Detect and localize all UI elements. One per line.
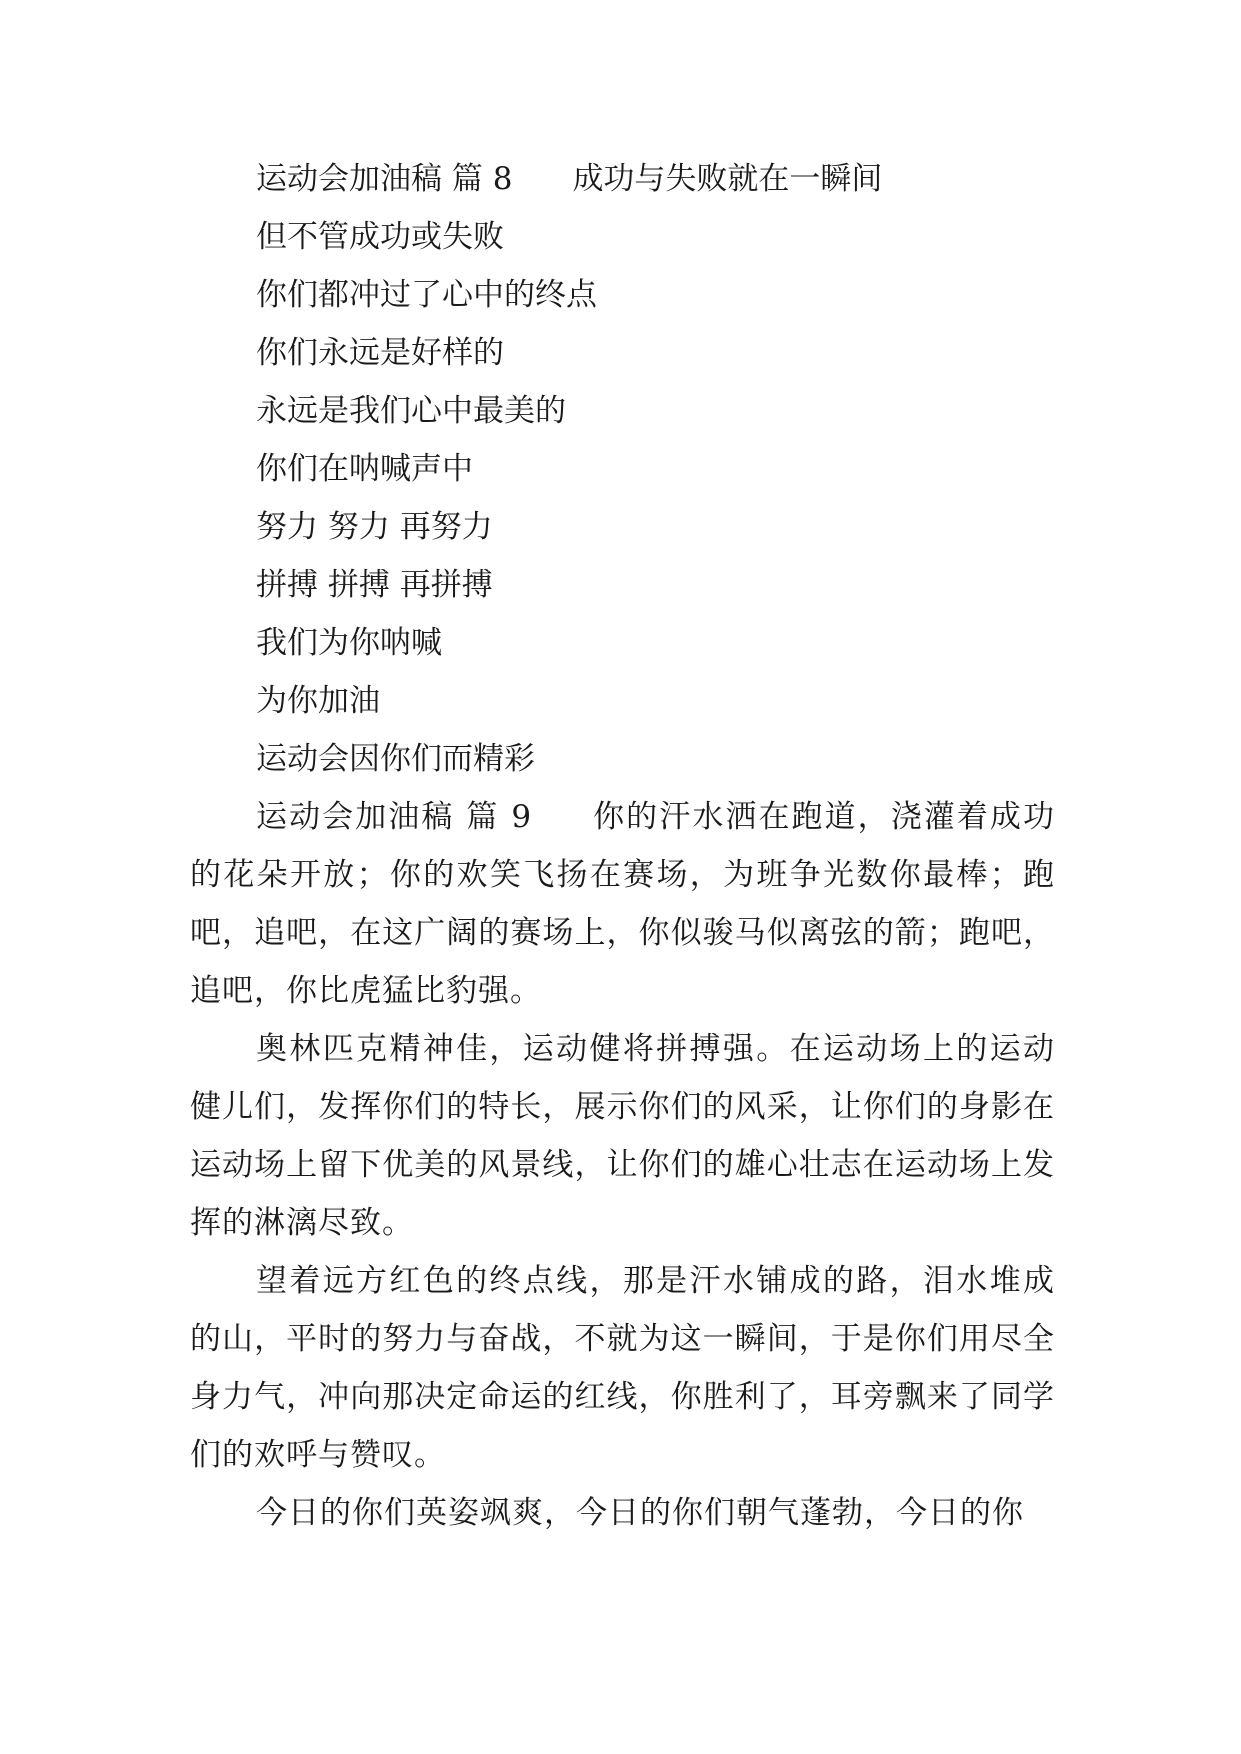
poem-line: 拼搏 拼搏 再拼搏 [256, 567, 493, 603]
section9-paragraph-2: 奥林匹克精神佳，运动健将拼搏强。在运动场上的运动健儿们，发挥你们的特长，展示你们的风采，让你们的身影在运动场上留下优美的风景线，让你们的雄心壮志在运动场上发挥的淋漓尽致。 [190, 1031, 1055, 1241]
section8-heading-line [190, 150, 1055, 208]
poem-line: 运动会因你们而精彩 [256, 741, 535, 777]
poem-line: 为你加油 [256, 683, 380, 719]
poem-line: 你们永远是好样的 [256, 335, 504, 371]
section9-heading: 运动会加油稿 篇 9 [256, 799, 533, 835]
poem-line: 我们为你呐喊 [256, 625, 442, 661]
poem-line: 你们都冲过了心中的终点 [256, 277, 597, 313]
poem-line: 你们在呐喊声中 [256, 451, 473, 487]
section9-paragraph-4: 今日的你们英姿飒爽，今日的你们朝气蓬勃，今日的你 [256, 1495, 1024, 1531]
poem-line: 但不管成功或失败 [256, 219, 504, 255]
section8-first-line: 成功与失败就在一瞬间 [572, 161, 883, 197]
section9-paragraph-3: 望着远方红色的终点线，那是汗水铺成的路，泪水堆成的山，平时的努力与奋战，不就为这一瞬间，于是你们用尽全身力气，冲向那决定命运的红线，你胜利了，耳旁飘来了同学们的欢呼与赞叹。 [190, 1263, 1055, 1473]
section8-heading: 运动会加油稿 篇 8 [256, 161, 513, 197]
section9-paragraph-1 [190, 788, 1055, 1020]
section9-paragraph-1-text: 你的汗水洒在跑道，浇灌着成功的花朵开放；你的欢笑飞扬在赛场，为班争光数你最棒；跑吧，追吧，在这广阔的赛场上，你似骏马似离弦的箭；跑吧，追吧，你比虎猛比豹强。 [190, 799, 1055, 1009]
text-column [190, 150, 1055, 1542]
poem-line: 努力 努力 再努力 [256, 509, 493, 545]
poem-line: 永远是我们心中最美的 [256, 393, 566, 429]
